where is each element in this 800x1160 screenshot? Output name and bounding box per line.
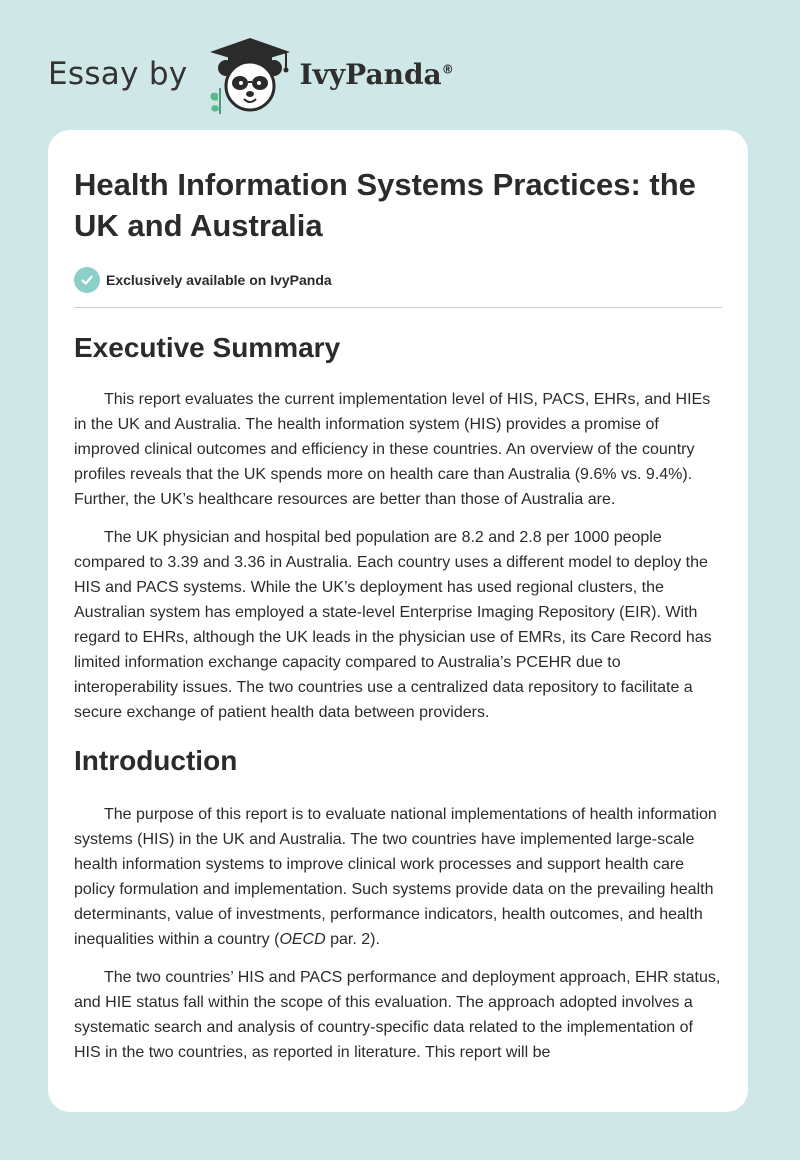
registered-mark: ® [441,62,454,77]
site-header [48,34,454,114]
article-card [48,130,748,1112]
brand-name[interactable] [300,58,454,91]
citation: OECD [279,931,326,948]
panda-logo-icon[interactable] [204,34,296,114]
paragraph-text: The purpose of this report is to evaluate national implementations of health information systems (HIS) in the UK and Australia. The two countries have implemented large-scale health information systems to improve clinical work processes and support health care policy formulation and implementation. Such systems provide data on the prevailing health determinants, value of investments, performance indicators, health outcomes, and health inequalities within a country ( [74,806,717,948]
section-heading-introduction: Introduction [74,745,238,776]
checkmark-icon [74,267,100,293]
paragraph: The UK physician and hospital bed population are 8.2 and 2.8 per 1000 people compared to 3.39 and 3.36 in Australia. Each country uses a different model to deploy the HIS and PACS systems. While the UK’s deployment has used regional clusters, the Australian system has employed a state-level Enterprise Imaging Repository (EIR). With regard to EHRs, although the UK leads in the physician use of EMRs, its Care Record has limited information exchange capacity compared to Australia’s PCEHR due to interoperability issues. The two countries use a centralized data repository to facilitate a secure exchange of patient health data between providers. [74,529,712,721]
paragraph: The two countries’ HIS and PACS performance and deployment approach, EHR status, and HIE status fall within the scope of this evaluation. The approach adopted involves a systematic search and analysis of country-specific data related to the implementation of HIS in the two countries, as reported in literature. This report will be [74,969,721,1061]
brand-prefix: Essay by [48,56,188,92]
section-heading-executive-summary: Executive Summary [74,332,341,363]
header-divider [74,307,722,308]
paragraph [74,802,722,952]
paragraph-text-tail: par. 2). [325,931,380,948]
badge-label: Exclusively available on IvyPanda [106,272,332,288]
exclusive-badge [74,266,722,294]
brand-name-text: IvyPanda [299,57,442,91]
paragraph: This report evaluates the current implementation level of HIS, PACS, EHRs, and HIEs in the UK and Australia. The health information system (HIS) provides a promise of improved clinical outcomes and efficiency in these countries. An overview of the country profiles reveals that the UK spends more on health care than Australia (9.6% vs. 9.4%). Further, the UK’s healthcare resources are better than those of Australia are. [74,391,711,508]
article-title: Health Information Systems Practices: the UK and Australia [74,167,696,243]
